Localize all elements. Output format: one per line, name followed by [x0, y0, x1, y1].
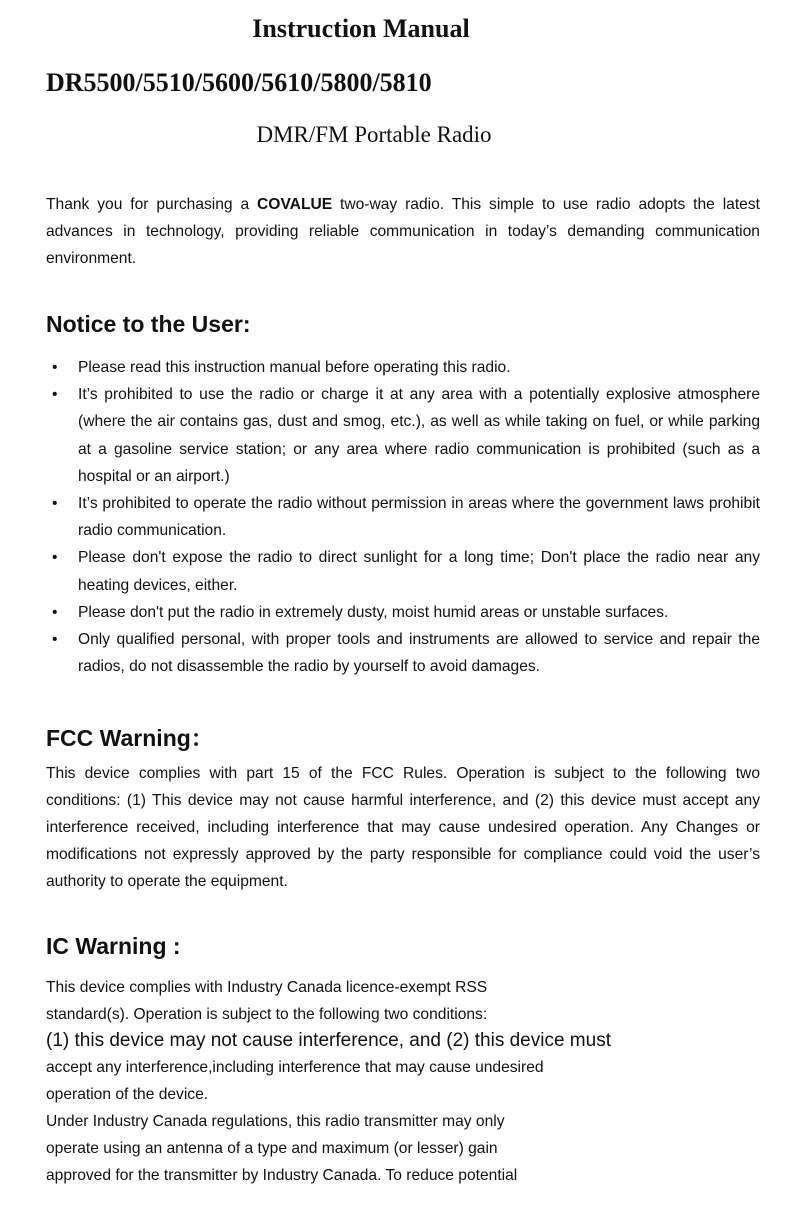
bullet-icon: • — [52, 359, 58, 376]
list-item: • Only qualified personal, with proper tools and instruments are allowed to service and repair the radios, do not disassemble the radio by yourself to avoid damages. — [46, 626, 760, 680]
ic-line: operation of the device. — [46, 1086, 209, 1103]
ic-line: (1) this device may not cause interference, and (2) this device must — [46, 1030, 611, 1051]
bullet-icon: • — [52, 603, 58, 621]
brand-name: COVALUE — [257, 196, 333, 213]
list-item: • Please don't expose the radio to direct sunlight for a long time; Don't place the radio near any heating devices, either. — [46, 544, 760, 598]
list-item: • Please read this instruction manual before operating this radio. — [46, 354, 760, 381]
ic-line: standard(s). Operation is subject to the following two conditions: — [46, 1006, 488, 1023]
bullet-icon: • — [52, 495, 58, 513]
notice-list — [46, 354, 760, 680]
fcc-paragraph: This device complies with part 15 of the FCC Rules. Operation is subject to the following two conditions: (1) This device may not cause harmful interference, and (2) this device must accept any interference received, including interference that may cause undesired operation. Any Changes or modifications not expressly approved by the party responsible for compliance could void the user’s authority to operate the equipment. — [46, 765, 760, 890]
ic-line: operate using an antenna of a type and maximum (or lesser) gain — [46, 1140, 498, 1157]
ic-line: accept any interference,including interference that may cause undesired — [46, 1059, 544, 1076]
intro-text-after: two-way radio. This simple to use radio adopts the latest advances in technology, providing reliable communication in today’s demanding communication environment. — [46, 196, 760, 267]
document-subtitle: DMR/FM Portable Radio — [256, 122, 492, 147]
ic-heading: IC Warning : — [46, 933, 181, 959]
intro-paragraph — [46, 191, 760, 272]
intro-text-before: Thank you for purchasing a — [46, 196, 258, 213]
document-title: Instruction Manual — [252, 14, 470, 43]
fcc-heading: FCC Warning： — [46, 725, 214, 751]
bullet-icon: • — [52, 631, 58, 649]
bullet-icon: • — [52, 549, 58, 567]
list-item: • It’s prohibited to operate the radio without permission in areas where the government laws prohibit radio communication. — [46, 490, 760, 544]
notice-heading: Notice to the User: — [46, 311, 251, 337]
list-item: • Please don't put the radio in extremely dusty, moist humid areas or unstable surfaces. — [46, 599, 760, 626]
ic-line: approved for the transmitter by Industry Canada. To reduce potential — [46, 1167, 518, 1184]
ic-line: Under Industry Canada regulations, this radio transmitter may only — [46, 1113, 505, 1130]
bullet-icon: • — [52, 386, 58, 404]
model-numbers: DR5500/5510/5600/5610/5800/5810 — [46, 68, 432, 97]
list-item: • It’s prohibited to use the radio or charge it at any area with a potentially explosive atmosphere (where the air contains gas, dust and smog, etc.), as well as while taking on fuel, or while parking at a gasoline service station; or any area where radio communication is prohibited (such as a hospital or an airport.) — [46, 381, 760, 490]
ic-line: This device complies with Industry Canada licence-exempt RSS — [46, 979, 488, 996]
